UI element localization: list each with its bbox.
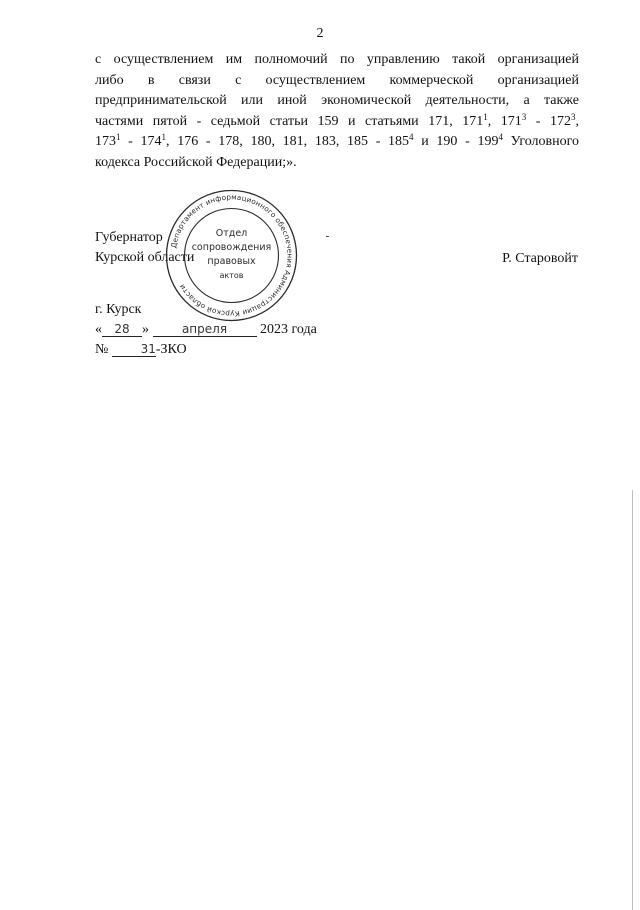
stamp-line-4: актов — [219, 271, 244, 280]
number-value: 31 — [112, 342, 156, 357]
text-line-2: либо в связи с осуществлением коммерческой организацией — [95, 72, 579, 88]
text-fragment: - 172 — [526, 113, 571, 129]
number-line — [95, 340, 317, 360]
text-fragment: , 171 — [487, 113, 522, 129]
stamp-line-3: правовых — [207, 256, 256, 267]
date-month: апреля — [153, 322, 257, 337]
position-line-2: Курской области — [95, 250, 195, 265]
place-date-block — [95, 300, 317, 360]
text-line-6: кодекса Российской Федерации;». — [95, 154, 297, 170]
text-fragment: - 174 — [120, 134, 162, 149]
law-text-fragment — [95, 50, 579, 173]
stamp-ring-text: Департамент информационного обеспечения Администрации Курской области — [168, 192, 295, 319]
date-close-quote: » — [142, 322, 149, 337]
text-fragment: и 190 - 199 — [413, 134, 499, 149]
superscript: 3 — [571, 111, 576, 122]
scan-edge — [632, 490, 633, 910]
number-sign: № — [95, 342, 109, 357]
place: г. Курск — [95, 302, 142, 317]
stamp-line-1: Отдел — [215, 228, 248, 239]
text-line-5 — [95, 132, 579, 153]
text-line-4 — [95, 112, 579, 133]
text-fragment: Уголовного — [502, 134, 580, 149]
signatory-name: Р. Старовойт — [502, 251, 578, 266]
date-day: 28 — [102, 322, 142, 337]
text-fragment: 173 — [95, 134, 116, 149]
text-fragment: , 176 - 178, 180, 181, 183, 185 - 185 — [166, 134, 410, 149]
text-fragment: частями пятой - седьмой статьи 159 и статьями 171, 171 — [95, 113, 484, 129]
text-line-1: с осуществлением им полномочий по управлению такой организацией — [95, 52, 579, 67]
superscript: 1 — [116, 132, 121, 142]
superscript: 1 — [161, 132, 167, 142]
stamp-line-2: сопровождения — [191, 242, 272, 253]
date-line — [95, 320, 317, 340]
date-open-quote: « — [95, 322, 102, 337]
text-line-3: предпринимательской или иной экономической деятельности, а также — [95, 93, 579, 108]
page-number: 2 — [316, 26, 324, 41]
superscript: 3 — [521, 111, 527, 122]
superscript: 4 — [409, 132, 414, 142]
superscript: 1 — [483, 111, 488, 122]
ink-mark — [326, 236, 329, 237]
position-line-1: Губернатор — [95, 230, 163, 245]
superscript: 4 — [498, 132, 503, 142]
date-year: 2023 года — [260, 322, 317, 337]
text-fragment: , — [575, 113, 579, 129]
number-suffix: -ЗКО — [155, 342, 187, 357]
